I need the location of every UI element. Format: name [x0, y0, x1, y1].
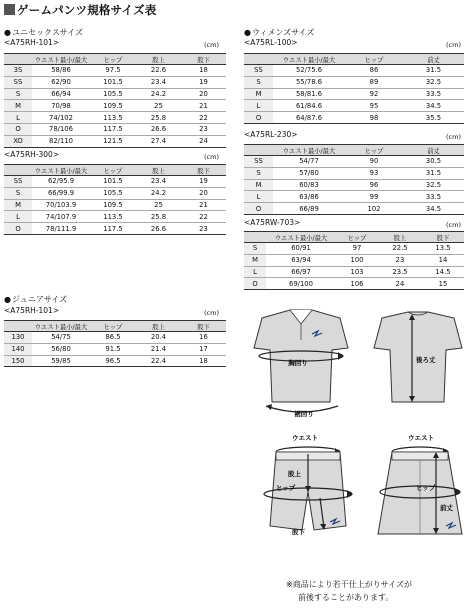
- table-row: [244, 254, 464, 266]
- value-cell: 90: [345, 156, 403, 168]
- value-cell: 14: [422, 254, 464, 266]
- inseam-label: 股下: [292, 528, 305, 536]
- value-cell: 99: [345, 191, 403, 203]
- size-cell: M: [244, 179, 273, 191]
- value-cell: 100: [336, 254, 378, 266]
- value-cell: 66/99.9: [32, 187, 90, 199]
- value-cell: 52/75.6: [273, 65, 345, 77]
- unit-label: (cm): [446, 41, 461, 49]
- size-cell: 140: [4, 343, 32, 355]
- value-cell: 21: [181, 199, 226, 211]
- value-cell: 55/78.6: [273, 76, 345, 88]
- value-cell: 96: [345, 179, 403, 191]
- value-cell: 86: [345, 65, 403, 77]
- unit-label: (cm): [204, 153, 219, 161]
- value-cell: 60/83: [273, 179, 345, 191]
- value-cell: 74/102: [32, 112, 90, 124]
- column-header: ウエスト最小/最大: [273, 54, 345, 65]
- value-cell: 96.5: [90, 355, 136, 367]
- table-row: [4, 88, 226, 100]
- value-cell: 25: [136, 199, 181, 211]
- front-length-label: 前丈: [440, 504, 453, 512]
- table-row: [244, 191, 464, 203]
- value-cell: 19: [181, 176, 226, 188]
- bullet-icon: ●: [4, 295, 11, 304]
- value-cell: 86.5: [90, 332, 136, 344]
- table-row: [244, 65, 464, 77]
- size-cell: SS: [244, 156, 273, 168]
- size-cell: 130: [4, 332, 32, 344]
- value-cell: 74/107.9: [32, 211, 90, 223]
- value-cell: 33.5: [403, 191, 464, 203]
- value-cell: 78/106: [32, 123, 90, 135]
- table-code: <A75RH-300>: [4, 150, 60, 159]
- value-cell: 20: [181, 88, 226, 100]
- size-cell: M: [244, 254, 266, 266]
- column-header: ヒップ: [90, 321, 136, 332]
- size-cell: L: [244, 266, 266, 278]
- value-cell: 109.5: [90, 199, 136, 211]
- value-cell: 31.5: [403, 65, 464, 77]
- value-cell: 54/77: [273, 156, 345, 168]
- column-header: ヒップ: [345, 54, 403, 65]
- size-cell: SS: [244, 65, 273, 77]
- table-row: [244, 243, 464, 255]
- column-header: 股下: [422, 232, 464, 243]
- table-row: [4, 187, 226, 199]
- column-header: 股下: [181, 321, 226, 332]
- value-cell: 22.5: [378, 243, 422, 255]
- junior-heading: ●ジュニアサイズ: [4, 295, 68, 304]
- column-header: ウエスト最小/最大: [32, 321, 90, 332]
- table-row: [4, 135, 226, 147]
- column-header: [244, 232, 266, 243]
- column-header: ウエスト最小/最大: [273, 145, 345, 156]
- hip-label-left: ヒップ: [276, 484, 296, 492]
- size-cell: L: [244, 100, 273, 112]
- table-row: [244, 112, 464, 124]
- value-cell: 23: [378, 254, 422, 266]
- back-length-label: 後ろ丈: [416, 356, 436, 364]
- value-cell: 20: [181, 187, 226, 199]
- table-header-row: [4, 165, 226, 176]
- size-cell: S: [244, 167, 273, 179]
- value-cell: 57/80: [273, 167, 345, 179]
- table-row: [244, 278, 464, 290]
- value-cell: 25.8: [136, 112, 181, 124]
- hem-label: 裾回り: [294, 410, 314, 418]
- value-cell: 105.5: [90, 187, 136, 199]
- value-cell: 62/95.9: [32, 176, 90, 188]
- table-row: [4, 332, 226, 344]
- table-row: [4, 100, 226, 112]
- column-header: 股上: [136, 165, 181, 176]
- column-header: ウエスト最小/最大: [32, 54, 90, 65]
- table-code: <A75RW-703>: [244, 218, 301, 227]
- value-cell: 58/86: [32, 65, 90, 77]
- column-header: 股上: [136, 54, 181, 65]
- value-cell: 95: [345, 100, 403, 112]
- womens-heading: ●ウィメンズサイズ: [244, 28, 315, 37]
- size-table-junior-a75rh-101: [4, 320, 226, 367]
- value-cell: 101.5: [90, 176, 136, 188]
- size-cell: SS: [4, 76, 32, 88]
- value-cell: 24: [378, 278, 422, 290]
- table-row: [4, 65, 226, 77]
- value-cell: 54/75: [32, 332, 90, 344]
- value-cell: 24.2: [136, 88, 181, 100]
- value-cell: 113.5: [90, 211, 136, 223]
- value-cell: 23: [181, 123, 226, 135]
- table-header-row: [244, 54, 464, 65]
- column-header: [244, 145, 273, 156]
- value-cell: 97.5: [90, 65, 136, 77]
- value-cell: 33.5: [403, 88, 464, 100]
- chest-label: 胸回り: [288, 359, 308, 367]
- value-cell: 22: [181, 112, 226, 124]
- value-cell: 66/94: [32, 88, 90, 100]
- size-table-a75rh-101: [4, 53, 226, 148]
- value-cell: 91.5: [90, 343, 136, 355]
- table-row: [4, 211, 226, 223]
- unit-label: (cm): [204, 41, 219, 49]
- value-cell: 21: [181, 100, 226, 112]
- value-cell: 63/86: [273, 191, 345, 203]
- value-cell: 23.4: [136, 176, 181, 188]
- value-cell: 106: [336, 278, 378, 290]
- value-cell: 60/91: [266, 243, 336, 255]
- value-cell: 17: [181, 343, 226, 355]
- value-cell: 16: [181, 332, 226, 344]
- size-table-a75rl-100: [244, 53, 464, 124]
- column-header: ウエスト最小/最大: [266, 232, 336, 243]
- column-header: 前丈: [403, 54, 464, 65]
- size-cell: O: [4, 123, 32, 135]
- size-table-a75rl-230: [244, 144, 464, 215]
- value-cell: 22: [181, 211, 226, 223]
- size-cell: XO: [4, 135, 32, 147]
- size-cell: S: [4, 187, 32, 199]
- table-header-row: [4, 321, 226, 332]
- value-cell: 34.5: [403, 203, 464, 215]
- size-cell: 3S: [4, 65, 32, 77]
- size-cell: M: [4, 199, 32, 211]
- table-code: <A75RL-230>: [244, 130, 298, 139]
- value-cell: 32.5: [403, 76, 464, 88]
- size-cell: S: [244, 76, 273, 88]
- value-cell: 23.4: [136, 76, 181, 88]
- value-cell: 93: [345, 167, 403, 179]
- shirt-measure-diagram: [240, 306, 466, 418]
- size-cell: S: [244, 243, 266, 255]
- value-cell: 66/97: [266, 266, 336, 278]
- column-header: ヒップ: [345, 145, 403, 156]
- value-cell: 98: [345, 112, 403, 124]
- value-cell: 82/110: [32, 135, 90, 147]
- title-square-icon: [4, 4, 15, 15]
- value-cell: 23.5: [378, 266, 422, 278]
- table-code: <A75RL-100>: [244, 38, 298, 47]
- size-table-a75rh-300: [4, 164, 226, 235]
- unit-label: (cm): [204, 309, 219, 317]
- table-row: [4, 355, 226, 367]
- page-title: ゲームパンツ規格サイズ表: [4, 2, 156, 18]
- size-cell: 150: [4, 355, 32, 367]
- value-cell: 66/89: [273, 203, 345, 215]
- size-cell: SS: [4, 176, 32, 188]
- column-header: 股下: [181, 165, 226, 176]
- value-cell: 34.5: [403, 100, 464, 112]
- size-cell: S: [4, 88, 32, 100]
- table-row: [4, 112, 226, 124]
- value-cell: 61/84.6: [273, 100, 345, 112]
- value-cell: 103: [336, 266, 378, 278]
- value-cell: 70/98: [32, 100, 90, 112]
- value-cell: 105.5: [90, 88, 136, 100]
- table-code: <A75RH-101>: [4, 38, 60, 47]
- value-cell: 26.6: [136, 123, 181, 135]
- value-cell: 25: [136, 100, 181, 112]
- size-cell: O: [244, 112, 273, 124]
- size-cell: L: [244, 191, 273, 203]
- value-cell: 35.5: [403, 112, 464, 124]
- value-cell: 13.5: [422, 243, 464, 255]
- value-cell: 32.5: [403, 179, 464, 191]
- table-header-row: [244, 145, 464, 156]
- value-cell: 14.5: [422, 266, 464, 278]
- table-row: [4, 76, 226, 88]
- value-cell: 102: [345, 203, 403, 215]
- size-cell: M: [4, 100, 32, 112]
- table-row: [244, 88, 464, 100]
- column-header: [4, 165, 32, 176]
- table-header-row: [244, 232, 464, 243]
- disclaimer-note: ※商品により若干仕上がりサイズが 前後することがあります。: [286, 580, 413, 602]
- value-cell: 121.5: [90, 135, 136, 147]
- value-cell: 30.5: [403, 156, 464, 168]
- value-cell: 18: [181, 65, 226, 77]
- column-header: [4, 54, 32, 65]
- value-cell: 63/94: [266, 254, 336, 266]
- value-cell: 70/103.9: [32, 199, 90, 211]
- size-cell: O: [244, 203, 273, 215]
- value-cell: 22.6: [136, 65, 181, 77]
- value-cell: 64/87.6: [273, 112, 345, 124]
- value-cell: 27.4: [136, 135, 181, 147]
- value-cell: 20.4: [136, 332, 181, 344]
- table-row: [244, 76, 464, 88]
- value-cell: 92: [345, 88, 403, 100]
- size-cell: O: [244, 278, 266, 290]
- value-cell: 78/111.9: [32, 223, 90, 235]
- column-header: ウエスト最小/最大: [32, 165, 90, 176]
- column-header: ヒップ: [90, 54, 136, 65]
- value-cell: 56/80: [32, 343, 90, 355]
- value-cell: 117.5: [90, 123, 136, 135]
- column-header: [4, 321, 32, 332]
- table-row: [244, 179, 464, 191]
- value-cell: 21.4: [136, 343, 181, 355]
- value-cell: 24.2: [136, 187, 181, 199]
- column-header: 前丈: [403, 145, 464, 156]
- table-row: [4, 343, 226, 355]
- value-cell: 25.8: [136, 211, 181, 223]
- value-cell: 109.5: [90, 100, 136, 112]
- bullet-icon: ●: [4, 28, 11, 37]
- value-cell: 69/100: [266, 278, 336, 290]
- value-cell: 97: [336, 243, 378, 255]
- value-cell: 18: [181, 355, 226, 367]
- size-table-a75rw-703: [244, 231, 464, 290]
- value-cell: 19: [181, 76, 226, 88]
- table-row: [4, 199, 226, 211]
- table-row: [244, 100, 464, 112]
- size-cell: L: [4, 112, 32, 124]
- value-cell: 22.4: [136, 355, 181, 367]
- value-cell: 26.6: [136, 223, 181, 235]
- value-cell: 59/85: [32, 355, 90, 367]
- table-row: [4, 223, 226, 235]
- table-row: [244, 266, 464, 278]
- column-header: ヒップ: [90, 165, 136, 176]
- column-header: 股上: [378, 232, 422, 243]
- table-row: [244, 167, 464, 179]
- size-cell: L: [4, 211, 32, 223]
- table-row: [4, 123, 226, 135]
- unisex-heading: ●ユニセックスサイズ: [4, 28, 84, 37]
- value-cell: 89: [345, 76, 403, 88]
- hip-label-right: ヒップ: [416, 484, 436, 492]
- unit-label: (cm): [446, 133, 461, 141]
- column-header: ヒップ: [336, 232, 378, 243]
- table-row: [4, 176, 226, 188]
- column-header: [244, 54, 273, 65]
- value-cell: 117.5: [90, 223, 136, 235]
- size-cell: O: [4, 223, 32, 235]
- value-cell: 24: [181, 135, 226, 147]
- value-cell: 62/90: [32, 76, 90, 88]
- table-header-row: [4, 54, 226, 65]
- waist-label-right: ウエスト: [408, 434, 434, 442]
- value-cell: 101.5: [90, 76, 136, 88]
- value-cell: 31.5: [403, 167, 464, 179]
- table-row: [244, 156, 464, 168]
- column-header: 股上: [136, 321, 181, 332]
- bullet-icon: ●: [244, 28, 251, 37]
- table-code: <A75RH-101>: [4, 306, 60, 315]
- table-row: [244, 203, 464, 215]
- value-cell: 113.5: [90, 112, 136, 124]
- value-cell: 15: [422, 278, 464, 290]
- value-cell: 23: [181, 223, 226, 235]
- waist-label-left: ウエスト: [292, 434, 318, 442]
- value-cell: 58/81.6: [273, 88, 345, 100]
- unit-label: (cm): [446, 221, 461, 229]
- column-header: 股下: [181, 54, 226, 65]
- rise-label: 股上: [288, 470, 301, 478]
- size-cell: M: [244, 88, 273, 100]
- shorts-measure-diagram: [240, 430, 466, 578]
